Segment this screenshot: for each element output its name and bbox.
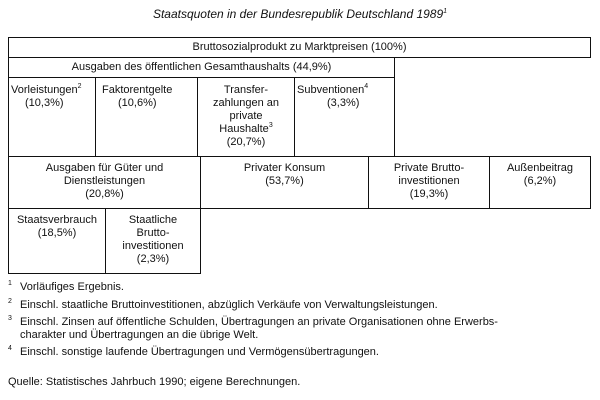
cell-transferzahlungen — [197, 77, 295, 157]
cell-private-bruttoinvestitionen — [368, 156, 490, 209]
cell-subventionen-share: (3,3%) — [327, 97, 360, 109]
cell-ausgaben-oeffentlicher-gesamthaushalt — [8, 57, 395, 78]
cell-staatliche-bruttoinvestitionen — [105, 208, 201, 274]
cell-ausgaben-gueter-line-2: Dienstleistungen — [63, 175, 146, 187]
title-footnote-ref: 1 — [443, 8, 448, 15]
cell-ausgaben-gueter-share: (20,8%) — [85, 188, 124, 200]
footnote-3-text-line-2: charakter und Übertragungen an die übrige Welt. — [20, 329, 259, 341]
cell-transferzahlungen-line-3: private — [229, 110, 263, 122]
cell-staatliche-brutto-line-2: Brutto- — [136, 227, 170, 239]
footnote-1: 1 Vorläufiges Ergebnis. — [8, 280, 124, 293]
figure-title-text: Staatsquoten in der Bundesrepublik Deutschland 1989 — [152, 7, 444, 21]
cell-transferzahlungen-line-2: zahlungen an — [212, 97, 280, 109]
footnote-2: 2 Einschl. staatliche Bruttoinvestitionen, abzüglich Verkäufe von Verwaltungsleistungen. — [8, 298, 438, 311]
cell-ausgaben-gueter-dienstleistungen — [8, 156, 201, 209]
cell-private-brutto-share: (19,3%) — [409, 188, 449, 200]
cell-faktorentgelte — [95, 77, 198, 157]
cell-aussenbeitrag-label: Außenbeitrag — [506, 162, 574, 174]
cell-private-brutto-line-1: Private Brutto- — [393, 162, 465, 174]
cell-privater-konsum-label: Privater Konsum — [243, 162, 326, 174]
cell-aussenbeitrag — [489, 156, 591, 209]
footnote-3-text-line-1: Einschl. Zinsen auf öffentliche Schulden, Übertragungen an private Organisationen ohne Erwerbs- — [20, 316, 498, 328]
cell-subventionen-label: Subventionen$^4$ — [297, 83, 369, 96]
cell-faktorentgelte-label: Faktorentgelte — [102, 84, 173, 96]
cell-bruttosozialprodukt — [8, 37, 591, 58]
cell-faktorentgelte-share: (10,6%) — [118, 97, 157, 109]
cell-bruttosozialprodukt-label: Bruttosozialprodukt zu Marktpreisen (100%) — [192, 41, 407, 53]
cell-private-brutto-line-2: investitionen — [398, 175, 460, 187]
cell-vorleistungen — [8, 77, 96, 157]
cell-privater-konsum-share: (53,7%) — [265, 175, 304, 187]
cell-staatsverbrauch-label: Staatsverbrauch — [16, 214, 98, 226]
figure-title — [0, 7, 600, 21]
cell-staatliche-brutto-line-3: investitionen — [122, 240, 184, 252]
cell-staatliche-brutto-share: (2,3%) — [136, 253, 170, 265]
cell-ausgaben-oeffentlich-label: Ausgaben des öffentlichen Gesamthaushalts (44,9%) — [71, 61, 332, 73]
source-note: Quelle: Statistisches Jahrbuch 1990; eigene Berechnungen. — [8, 376, 301, 388]
cell-subventionen — [294, 77, 395, 157]
footnote-1-text: Vorläufiges Ergebnis. — [20, 281, 124, 293]
cell-transferzahlungen-line-1: Transfer- — [223, 84, 269, 96]
footnote-2-text: Einschl. staatliche Bruttoinvestitionen, abzüglich Verkäufe von Verwaltungsleistungen. — [20, 299, 438, 311]
cell-privater-konsum — [200, 156, 369, 209]
cell-transferzahlungen-line-4: Haushalte$^3$ — [219, 122, 273, 135]
cell-vorleistungen-share: (10,3%) — [25, 97, 64, 109]
cell-vorleistungen-label: Vorleistungen$^2$ — [11, 83, 82, 96]
cell-transferzahlungen-share: (20,7%) — [226, 136, 266, 148]
cell-ausgaben-gueter-line-1: Ausgaben für Güter und — [45, 162, 164, 174]
footnote-4-text: Einschl. sonstige laufende Übertragungen und Vermögensübertragungen. — [20, 346, 379, 358]
footnote-3: 3 Einschl. Zinsen auf öffentliche Schulden, Übertragungen an private Organisationen ohne Erwerbs- charakter und Übertragungen an die übrige Welt. — [8, 315, 498, 341]
cell-aussenbeitrag-share: (6,2%) — [523, 175, 557, 187]
cell-staatliche-brutto-line-1: Staatliche — [128, 214, 178, 226]
cell-staatsverbrauch — [8, 208, 106, 274]
footnote-4: 4 Einschl. sonstige laufende Übertragungen und Vermögensübertragungen. — [8, 345, 379, 358]
cell-staatsverbrauch-share: (18,5%) — [37, 227, 77, 239]
